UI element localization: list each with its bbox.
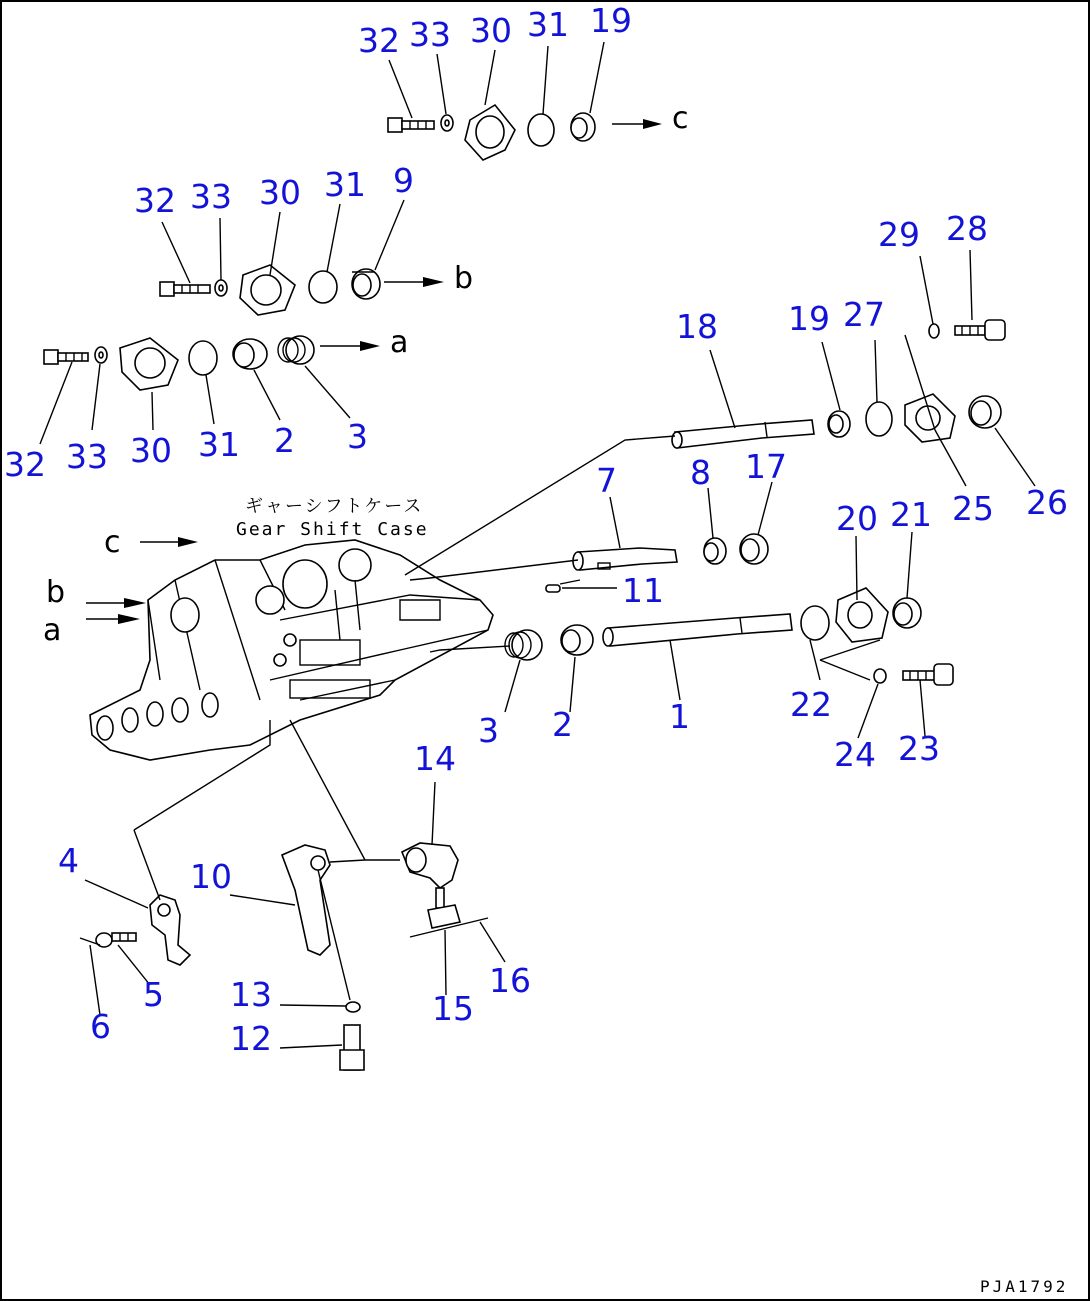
callout-19: 19 <box>590 1 632 40</box>
case-label-english: Gear Shift Case <box>236 519 429 540</box>
cover-plate-part <box>465 105 515 160</box>
callout-29: 29 <box>878 215 920 254</box>
callout-21: 21 <box>890 495 932 534</box>
drawing-code: PJA1792 <box>980 1277 1069 1296</box>
callout-2: 2 <box>552 705 573 744</box>
callout-25: 25 <box>952 489 994 528</box>
bolt-part <box>388 118 434 132</box>
arrow-letter-b-case: b <box>46 575 66 610</box>
callout-17: 17 <box>745 447 787 486</box>
shaft-1-group <box>505 588 953 685</box>
o-ring-part <box>528 114 554 146</box>
callout-30: 30 <box>470 11 512 50</box>
callout-11: 11 <box>622 571 664 610</box>
shaft-18-group <box>672 320 1005 448</box>
lever-14-group <box>402 843 488 937</box>
row-a-parts <box>44 336 380 390</box>
bearing-part <box>571 113 595 141</box>
callout-19: 19 <box>788 299 830 338</box>
row-b-parts <box>160 265 444 315</box>
bolt-part <box>44 350 88 364</box>
callout-8: 8 <box>690 453 711 492</box>
callout-31: 31 <box>198 425 240 464</box>
callout-5: 5 <box>143 975 164 1014</box>
gear-shift-case <box>90 540 493 760</box>
spring-part <box>278 336 314 364</box>
callout-7: 7 <box>596 461 617 500</box>
case-label-japanese: ギャーシフトケース <box>245 496 424 517</box>
callout-33: 33 <box>190 177 232 216</box>
callout-1: 1 <box>669 697 690 736</box>
arrow-letter-a-case: a <box>43 613 62 648</box>
callout-6: 6 <box>90 1007 111 1046</box>
callout-32: 32 <box>4 445 46 484</box>
washer-part <box>441 115 453 131</box>
o-ring-part <box>189 341 217 375</box>
arrow-letter-a-top: a <box>390 325 409 360</box>
washer-part <box>215 280 227 296</box>
callout-20: 20 <box>836 499 878 538</box>
callout-24: 24 <box>834 735 876 774</box>
lever-10-group <box>282 845 364 1070</box>
arrow-letter-b-top: b <box>454 261 474 296</box>
cover-plate-part <box>120 338 178 390</box>
washer-part <box>95 347 107 363</box>
callout-33: 33 <box>409 15 451 54</box>
callout-15: 15 <box>432 989 474 1028</box>
callout-28: 28 <box>946 209 988 248</box>
callout-14: 14 <box>414 739 456 778</box>
callout-23: 23 <box>898 729 940 768</box>
callout-12: 12 <box>230 1019 272 1058</box>
callout-3: 3 <box>478 711 499 750</box>
callout-32: 32 <box>134 181 176 220</box>
callout-18: 18 <box>676 307 718 346</box>
callout-2: 2 <box>274 421 295 460</box>
callout-30: 30 <box>259 173 301 212</box>
bushing-part <box>233 339 267 369</box>
row-c-parts <box>388 105 662 160</box>
bearing-part <box>352 269 380 299</box>
arrow-letter-c-case: c <box>104 525 121 560</box>
callout-27: 27 <box>843 295 885 334</box>
callout-30: 30 <box>130 431 172 470</box>
cover-plate-part <box>240 265 295 315</box>
callout-4: 4 <box>58 841 79 880</box>
callout-13: 13 <box>230 975 272 1014</box>
bolt-part <box>160 282 210 296</box>
arrow-letter-c-top: c <box>672 101 689 136</box>
callout-26: 26 <box>1026 483 1068 522</box>
callout-16: 16 <box>489 961 531 1000</box>
callout-31: 31 <box>324 165 366 204</box>
o-ring-part <box>309 271 337 303</box>
callout-3: 3 <box>347 417 368 456</box>
callout-33: 33 <box>66 437 108 476</box>
callout-32: 32 <box>358 21 400 60</box>
callout-31: 31 <box>527 5 569 44</box>
callout-9: 9 <box>393 161 414 200</box>
callout-10: 10 <box>190 857 232 896</box>
callout-22: 22 <box>790 685 832 724</box>
